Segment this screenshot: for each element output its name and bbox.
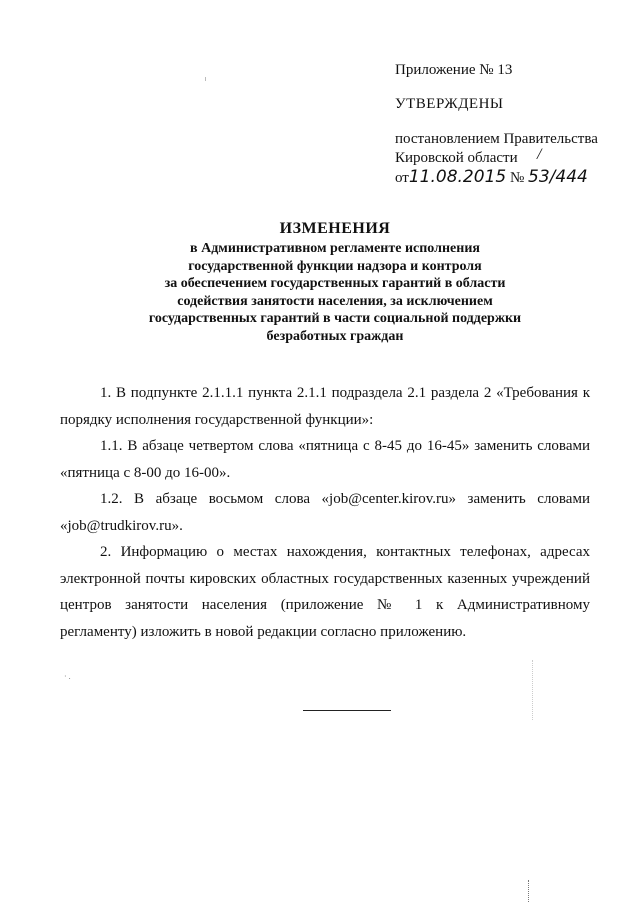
scan-edge-mark bbox=[528, 880, 530, 902]
decree-block bbox=[395, 130, 598, 188]
paragraph-1-2: 1.2. В абзаце восьмом слова «job@center.kirov.ru» заменить словами «job@trudkirov.ru». bbox=[60, 491, 590, 534]
document-body bbox=[60, 380, 590, 645]
subtitle-line-6: безработных граждан bbox=[266, 328, 404, 344]
separator-line bbox=[303, 710, 391, 711]
decree-date-line bbox=[395, 168, 598, 188]
decree-date-prefix: от bbox=[395, 170, 409, 186]
subtitle-line-2: государственной функции надзора и контроля bbox=[188, 258, 482, 274]
handwritten-slash-mark: / bbox=[537, 146, 542, 163]
scan-edge-mark bbox=[532, 660, 534, 720]
decree-line-1: постановлением Правительства bbox=[395, 131, 598, 147]
subtitle-line-4: содействия занятости населения, за исключением bbox=[177, 293, 493, 309]
title-block bbox=[100, 218, 570, 345]
decree-date: 11.08.2015 bbox=[408, 167, 507, 187]
subtitle-line-1: в Административном регламенте исполнения bbox=[190, 241, 480, 256]
document-title: ИЗМЕНЕНИЯ bbox=[279, 220, 391, 237]
scan-specks: · . bbox=[64, 672, 71, 681]
decree-number-sign: № bbox=[509, 170, 525, 186]
paragraph-2: 2. Информацию о местах нахождения, контактных телефонах, адресах электронной почты кировских областных государственных казенных учреждений центров занятости населения (приложение № 1 к Административному регламенту) изложить в новой редакции согласно приложению. bbox=[60, 544, 590, 640]
paragraph-1: 1. В подпункте 2.1.1.1 пункта 2.1.1 подраздела 2.1 раздела 2 «Требования к порядку исполнения государственной функции»: bbox=[60, 385, 590, 428]
approved-label: УТВЕРЖДЕНЫ bbox=[395, 96, 504, 112]
decree-number: 53/444 bbox=[528, 167, 588, 187]
subtitle-line-3: за обеспечением государственных гарантий в области bbox=[164, 276, 506, 291]
paragraph-1-1: 1.1. В абзаце четвертом слова «пятница с 8-45 до 16-45» заменить словами «пятница с 8-00 до 16-00». bbox=[60, 438, 590, 481]
scan-speck bbox=[205, 77, 206, 81]
subtitle-line-5: государственных гарантий в части социальной поддержки bbox=[148, 311, 522, 326]
decree-line-2: Кировской области bbox=[395, 150, 518, 166]
appendix-number: Приложение № 13 bbox=[395, 62, 513, 78]
